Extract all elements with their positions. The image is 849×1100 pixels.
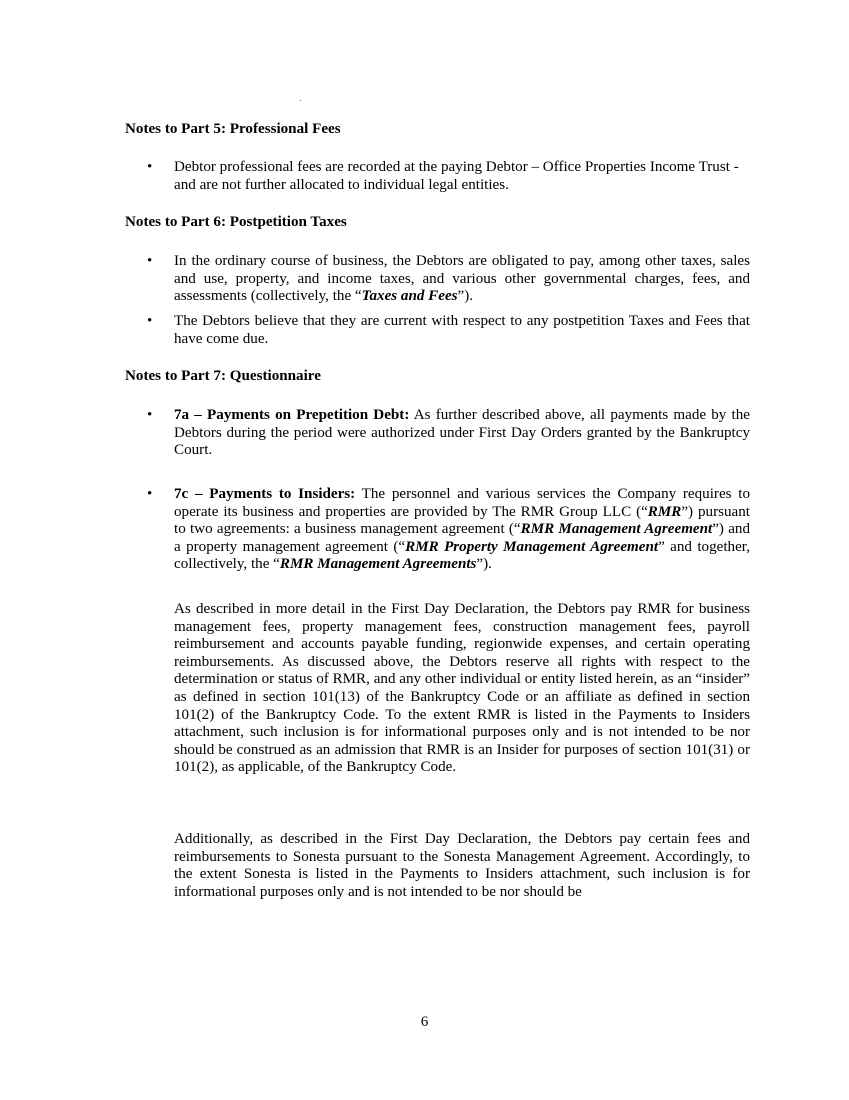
- item-7c-paragraph-2: As described in more detail in the First Day Declaration, the Debtors pay RMR for business management fees, property management fees, construction management fees, payroll reimbursement and accounts payable funding, regionwide expenses, and certain operating reimbursements. As discussed above, the Debtors reserve all rights with respect to the determination or status of RMR, and any other individual or entity listed herein, as an “insider” as defined in section 101(13) of the Bankruptcy Code or an affiliate as defined in section 101(2) of the Bankruptcy Code. To the extent RMR is listed in the Payments to Insiders attachment, such inclusion is for informational purposes only and is not intended to be nor should be construed as an admission that RMR is an Insider for purposes of section 101(31) or 101(2), as applicable, of the Bankruptcy Code.: [174, 601, 750, 776]
- part6-bullet-1-text: In the ordinary course of business, the Debtors are obligated to pay, among other taxes, sales and use, property, and income taxes, and various other governmental charges, fees, and assessments (collectively, the “: [174, 253, 750, 305]
- item-7a-text: As further described above, all payments made by the Debtors during the period were authorized under First Day Orders granted by the Bankruptcy Court.: [174, 407, 751, 459]
- defined-term-rmr: RMR: [647, 503, 682, 520]
- part6-bullet-1-closing: ”).: [457, 288, 474, 305]
- item-7a-label: 7a – Payments on Prepetition Debt:: [174, 407, 410, 423]
- bullet-marker: •: [147, 253, 153, 269]
- part5-heading: Notes to Part 5: Professional Fees: [125, 121, 341, 137]
- item-7c-label: 7c – Payments to Insiders:: [174, 486, 356, 502]
- item-7c-text: ”).: [476, 556, 492, 573]
- part6-bullet-1: [174, 253, 750, 306]
- item-7c-text: ”) pursuant to two agreements: a business management agreement (“: [174, 503, 750, 538]
- part6-bullet-2: The Debtors believe that they are current with respect to any postpetition Taxes and Fees that have come due.: [174, 313, 750, 347]
- defined-term-rmr-property-management-agreement: RMR Property Management Agreement: [405, 538, 659, 555]
- defined-term-taxes-and-fees: Taxes and Fees: [361, 288, 458, 305]
- item-7c-text: ” and together, collectively, the “: [174, 538, 750, 573]
- part7-heading: Notes to Part 7: Questionnaire: [125, 368, 321, 384]
- item-7c: [174, 486, 750, 574]
- part5-bullet-1: Debtor professional fees are recorded at the paying Debtor – Office Properties Income Trust - and are not further allocated to individual legal entities.: [174, 159, 739, 193]
- item-7c-text: The personnel and various services the Company requires to operate its business and properties are provided by The RMR Group LLC (“: [174, 486, 750, 520]
- bullet-marker: •: [147, 159, 153, 175]
- scan-speck: [300, 100, 301, 101]
- bullet-marker: •: [147, 407, 153, 423]
- part6-heading: Notes to Part 6: Postpetition Taxes: [125, 214, 347, 230]
- bullet-marker: •: [147, 486, 153, 502]
- bullet-marker: •: [147, 313, 153, 329]
- item-7c-paragraph-3: Additionally, as described in the First Day Declaration, the Debtors pay certain fees and reimbursements to Sonesta pursuant to the Sonesta Management Agreement. Accordingly, to the extent Sonesta is listed in the Payments to Insiders attachment, such inclusion is for informational purposes only and is not intended to be nor should be: [174, 831, 750, 900]
- defined-term-rmr-management-agreement: RMR Management Agreement: [520, 521, 713, 538]
- item-7c-text: ”) and a property management agreement (“: [174, 521, 751, 555]
- page-number: 6: [420, 1014, 429, 1030]
- defined-term-rmr-management-agreements: RMR Management Agreements: [279, 556, 477, 573]
- item-7a: [174, 407, 750, 460]
